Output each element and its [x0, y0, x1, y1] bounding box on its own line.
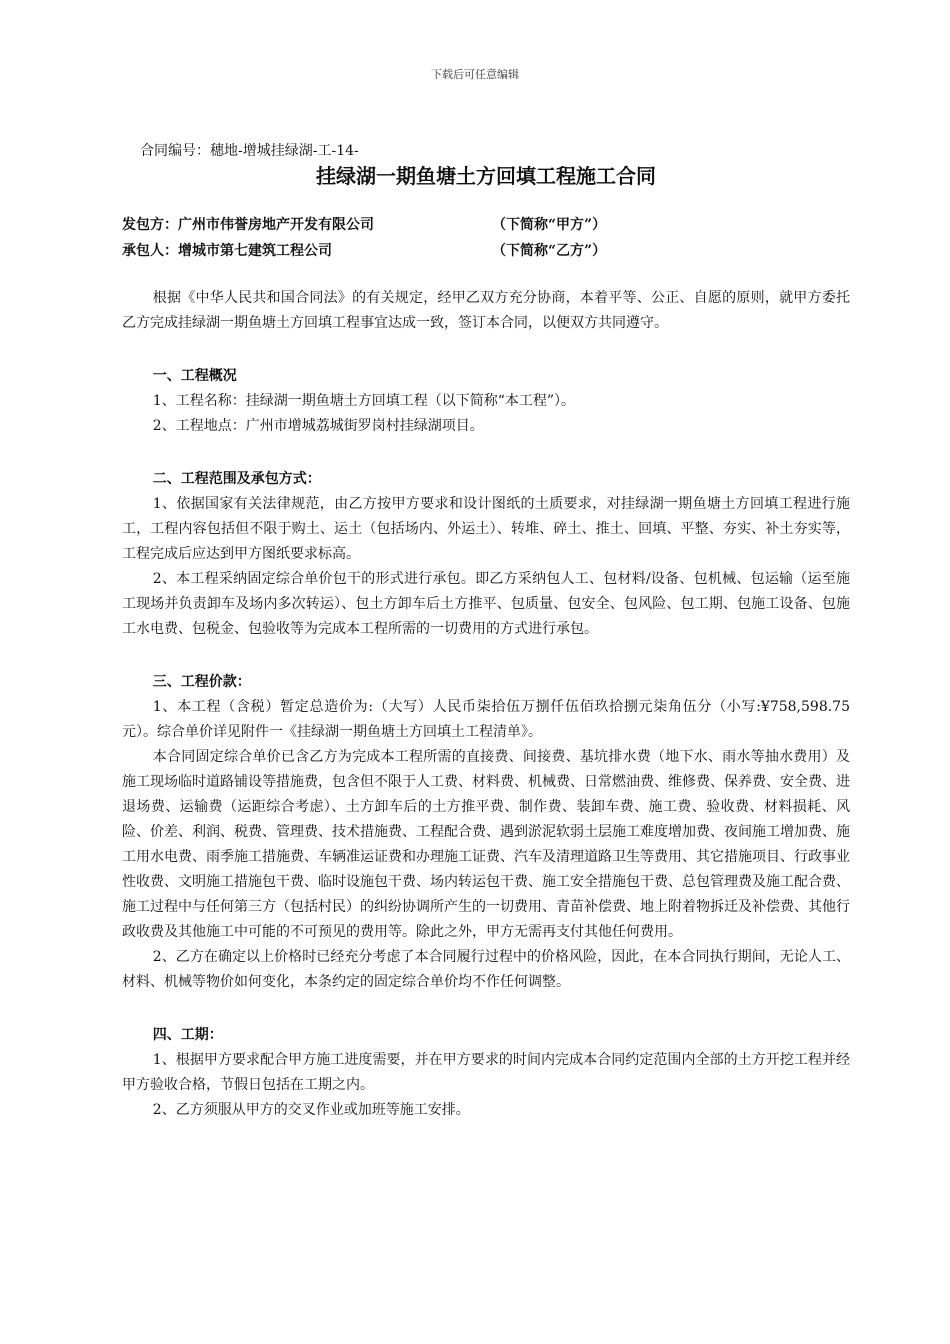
- section-paragraph: 1、本工程（含税）暂定总造价为:（大写）人民币柒拾伍万捌仟伍佰玖拾捌元柒角伍分（小写:¥758,598.75元）。综合单价详见附件一《挂绿湖一期鱼塘土方回填土工程清单》。: [122, 699, 850, 740]
- party-employer: [122, 212, 850, 238]
- contract-title: 挂绿湖一期鱼塘土方回填工程施工合同: [316, 164, 656, 188]
- section-duration: [122, 1023, 850, 1123]
- section-title: 二、工程范围及承包方式：: [152, 471, 321, 487]
- section-paragraph: 1、依据国家有关法律规范，由乙方按甲方要求和设计图纸的土质要求，对挂绿湖一期鱼塘土方回填工程进行施工，工程内容包括但不限于购土、运土（包括场内、外运土）、转堆、碎土、推土、回填、平整、夯实、补土夯实等，工程完成后应达到甲方图纸要求标高。: [122, 496, 850, 562]
- section-title: 四、工期：: [152, 1027, 223, 1043]
- section-scope-and-contracting: [122, 467, 850, 642]
- section-title: 一、工程概况: [152, 368, 237, 384]
- section-project-overview: [122, 364, 850, 439]
- section-title: 三、工程价款：: [152, 674, 251, 690]
- header-note: 下载后可任意编辑: [431, 68, 519, 81]
- contract-number: 合同编号：穗地-增城挂绿湖-工-14-: [140, 143, 359, 159]
- party-contractor-short: （下简称“乙方”）: [492, 243, 607, 259]
- section-paragraph: 2、乙方须服从甲方的交叉作业或加班等施工安排。: [152, 1102, 470, 1118]
- section-paragraph: 2、本工程采纳固定综合单价包干的形式进行承包。即乙方采纳包人工、包材料/设备、包机械、包运输（运至施工现场并负责卸车及场内多次转运）、包土方卸车后土方推平、包质量、包安全、包风险、包工期、包施工设备、包施工水电费、包税金、包验收等为完成本工程所需的一切费用的方式进行承包。: [122, 571, 850, 637]
- section-paragraph: 2、工程地点：广州市增城荔城街罗岗村挂绿湖项目。: [152, 418, 484, 434]
- section-paragraph: 1、根据甲方要求配合甲方施工进度需要，并在甲方要求的时间内完成本合同约定范围内全部的土方开挖工程并经甲方验收合格，节假日包括在工期之内。: [122, 1052, 850, 1093]
- intro-paragraph: 根据《中华人民共和国合同法》的有关规定，经甲乙双方充分协商，本着平等、公正、自愿的原则，就甲方委托乙方完成挂绿湖一期鱼塘土方回填工程事宜达成一致，签订本合同，以便双方共同遵守。: [122, 290, 850, 331]
- party-employer-short: （下简称“甲方”）: [492, 217, 607, 233]
- party-employer-label: 发包方：广州市伟誉房地产开发有限公司: [122, 217, 374, 233]
- section-paragraph: 本合同固定综合单价已含乙方为完成本工程所需的直接费、间接费、基坑排水费（地下水、雨水等抽水费用）及施工现场临时道路铺设等措施费，包含但不限于人工费、材料费、机械费、日常燃油费、维修费、保养费、安全费、进退场费、运输费（运距综合考虑）、土方卸车后的土方推平费、制作费、装卸车费、施工费、验收费、材料损耗、风险、价差、利润、税费、管理费、技术措施费、工程配合费、遇到淤泥软弱土层施工难度增加费、夜间施工增加费、施工用水电费、雨季施工措施费、车辆准运证费和办理施工证费、汽车及清理道路卫生等费用、其它措施项目、行政事业性收费、文明施工措施包干费、临时设施包干费、场内转运包干费、施工安全措施包干费、总包管理费及施工配合费、施工过程中与任何第三方（包括村民）的纠纷协调所产生的一切费用、青苗补偿费、地上附着物拆迁及补偿费、其他行政收费及其他施工中可能的不可预见的费用等。除此之外，甲方无需再支付其他任何费用。: [122, 749, 850, 940]
- party-contractor-label: 承包人：增城市第七建筑工程公司: [122, 243, 332, 259]
- party-contractor: [122, 238, 850, 264]
- section-paragraph: 2、乙方在确定以上价格时已经充分考虑了本合同履行过程中的价格风险，因此，在本合同执行期间，无论人工、材料、机械等物价如何变化，本条约定的固定综合单价均不作任何调整。: [122, 949, 850, 990]
- section-paragraph: 1、工程名称：挂绿湖一期鱼塘土方回填工程（以下简称“本工程”）。: [152, 393, 576, 409]
- contract-body: [122, 140, 850, 1123]
- section-contract-price: [122, 670, 850, 995]
